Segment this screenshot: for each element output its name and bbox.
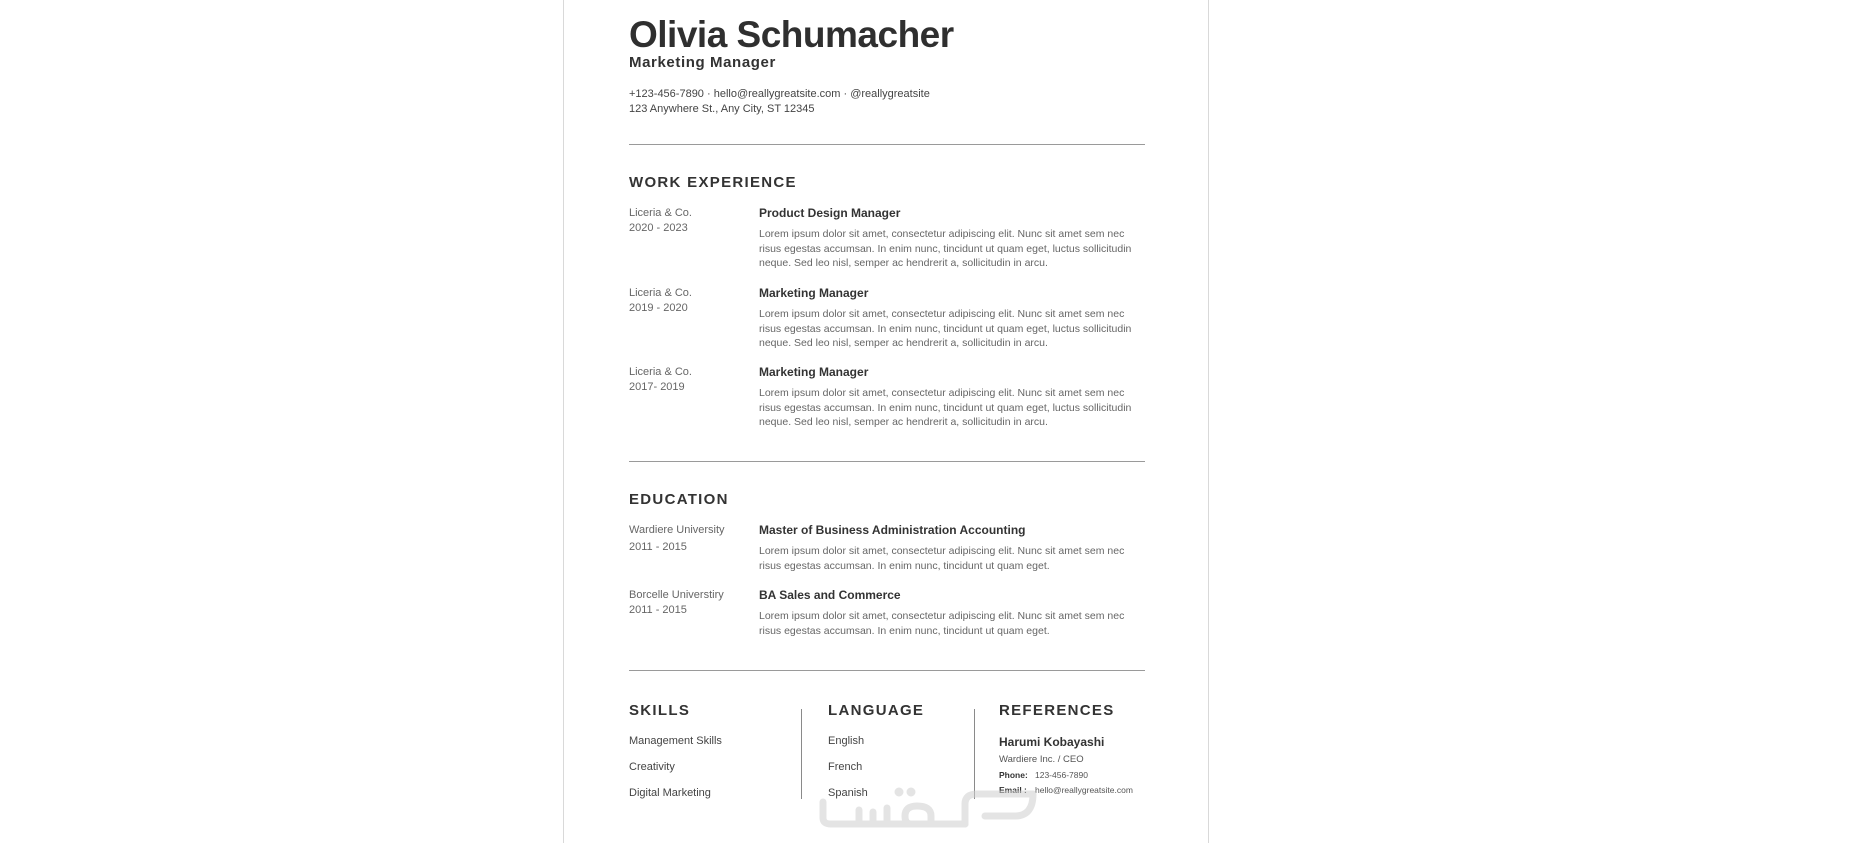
work-title: Marketing Manager — [759, 286, 869, 300]
education-description: Lorem ipsum dolor sit amet, consectetur adipiscing elit. Nunc sit amet sem nec risus egestas accumsan. In enim nunc, tincidunt ut quam eget. — [759, 610, 1125, 637]
email-label: Email : — [999, 785, 1027, 795]
language-item: English — [828, 735, 865, 747]
skills-list — [629, 734, 722, 812]
work-description: Lorem ipsum dolor sit amet, consectetur adipiscing elit. Nunc sit amet sem nec risus egestas accumsan. In enim nunc, tincidunt ut quam eget, luctus sollicitudin neque. Sed leo nisl, semper ac hendrerit a, sollicitudin in arcu. — [759, 387, 1132, 428]
language-item: French — [828, 761, 863, 773]
language-item: Spanish — [828, 787, 868, 799]
work-period: 2017- 2019 — [629, 381, 685, 393]
work-period: 2020 - 2023 — [629, 222, 688, 234]
watermark-dot — [907, 788, 915, 796]
skills-heading: SKILLS — [629, 702, 691, 719]
skill-item: Digital Marketing — [629, 787, 711, 799]
divider — [629, 461, 1145, 462]
work-title: Product Design Manager — [759, 206, 901, 220]
reference-phone-row — [999, 770, 1133, 780]
education-degree: BA Sales and Commerce — [759, 588, 901, 602]
contact-line: +123-456-7890 · hello@reallygreatsite.com · @reallygreatsite — [629, 88, 930, 100]
work-org: Liceria & Co. — [629, 287, 692, 299]
reference-email: hello@reallygreatsite.com — [1035, 785, 1133, 795]
watermark-dot — [895, 788, 903, 796]
skills-column — [629, 702, 722, 812]
education-description: Lorem ipsum dolor sit amet, consectetur adipiscing elit. Nunc sit amet sem nec risus egestas accumsan. In enim nunc, tincidunt ut quam eget. — [759, 545, 1125, 572]
education-heading: EDUCATION — [629, 491, 729, 508]
work-description: Lorem ipsum dolor sit amet, consectetur adipiscing elit. Nunc sit amet sem nec risus egestas accumsan. In enim nunc, tincidunt ut quam eget, luctus sollicitudin neque. Sed leo nisl, semper ac hendrerit a, sollicitudin in arcu. — [759, 308, 1132, 349]
work-period: 2019 - 2020 — [629, 302, 688, 314]
watermark-strokes — [823, 794, 1033, 824]
candidate-name: Olivia Schumacher — [629, 14, 954, 55]
work-experience-heading: WORK EXPERIENCE — [629, 174, 797, 191]
education-school: Wardiere University — [629, 524, 725, 536]
khamsat-logo-icon — [815, 782, 1040, 832]
education-period: 2011 - 2015 — [629, 604, 687, 616]
reference-phone: 123-456-7890 — [1035, 770, 1088, 780]
watermark-stroke — [823, 802, 859, 824]
work-description: Lorem ipsum dolor sit amet, consectetur adipiscing elit. Nunc sit amet sem nec risus egestas accumsan. In enim nunc, tincidunt ut quam eget, luctus sollicitudin neque. Sed leo nisl, semper ac hendrerit a, sollicitudin in arcu. — [759, 228, 1132, 269]
skill-item: Creativity — [629, 761, 675, 773]
skill-item: Management Skills — [629, 735, 722, 747]
contact-info — [629, 87, 930, 117]
references-heading: REFERENCES — [999, 702, 1115, 719]
address-line: 123 Anywhere St., Any City, ST 12345 — [629, 103, 815, 115]
language-heading: LANGUAGE — [828, 702, 925, 719]
reference-company: Wardiere Inc. / CEO — [999, 754, 1084, 765]
reference-name: Harumi Kobayashi — [999, 735, 1105, 749]
education-degree: Master of Business Administration Accounting — [759, 523, 1026, 537]
education-period: 2011 - 2015 — [629, 541, 687, 553]
resume-page — [563, 0, 1209, 843]
watermark-stroke — [965, 794, 1033, 824]
phone-label: Phone: — [999, 770, 1028, 780]
divider — [629, 670, 1145, 671]
work-org: Liceria & Co. — [629, 366, 692, 378]
work-org: Liceria & Co. — [629, 207, 692, 219]
column-divider — [801, 709, 802, 799]
work-title: Marketing Manager — [759, 365, 869, 379]
divider — [629, 144, 1145, 145]
education-school: Borcelle Universtiry — [629, 589, 724, 601]
candidate-role: Marketing Manager — [629, 54, 776, 71]
